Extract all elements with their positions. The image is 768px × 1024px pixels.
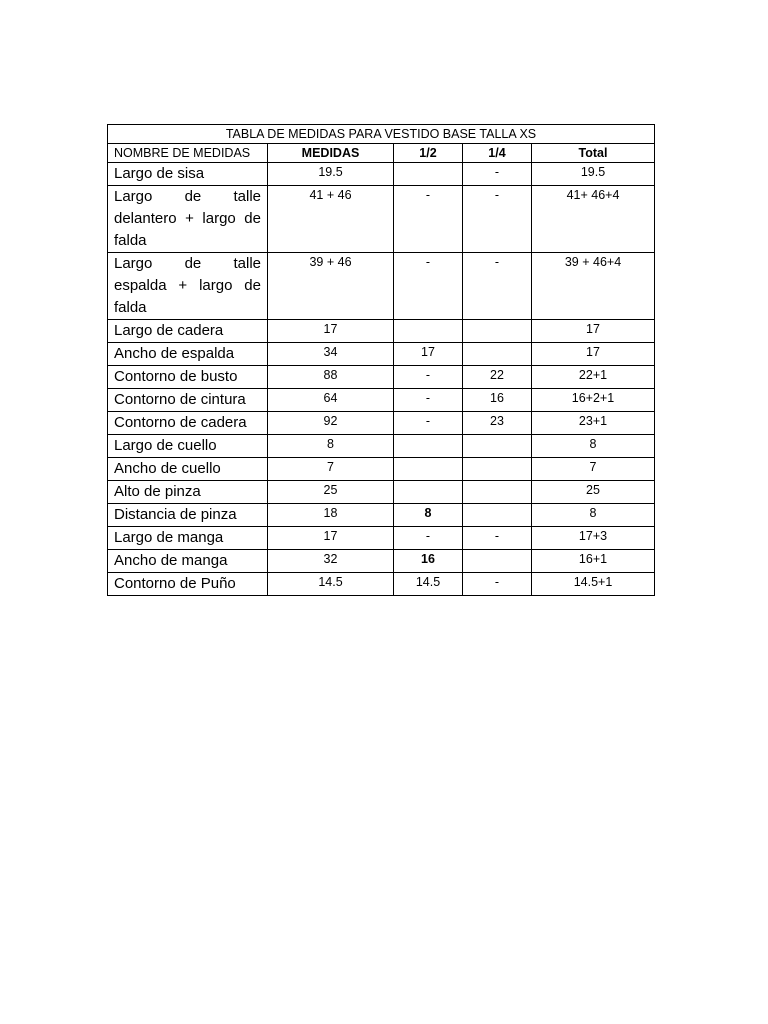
row-quarter (463, 550, 532, 573)
row-name: Ancho de manga (108, 550, 268, 573)
row-total: 17 (532, 343, 655, 366)
row-quarter: - (463, 163, 532, 186)
row-name: Contorno de cadera (108, 412, 268, 435)
row-half (394, 163, 463, 186)
row-medidas: 34 (268, 343, 394, 366)
table-title: TABLA DE MEDIDAS PARA VESTIDO BASE TALLA XS (108, 125, 655, 144)
row-name: Largo de sisa (108, 163, 268, 186)
row-name: Largo de talle espalda + largo de falda (108, 253, 268, 320)
row-name: Contorno de Puño (108, 573, 268, 596)
row-quarter (463, 504, 532, 527)
table-row (108, 389, 655, 412)
row-half: - (394, 186, 463, 253)
row-name: Contorno de busto (108, 366, 268, 389)
row-medidas: 17 (268, 320, 394, 343)
row-name: Contorno de cintura (108, 389, 268, 412)
row-half: - (394, 389, 463, 412)
row-medidas: 25 (268, 481, 394, 504)
row-total: 14.5+1 (532, 573, 655, 596)
row-quarter: 23 (463, 412, 532, 435)
row-half (394, 435, 463, 458)
header-total: Total (532, 144, 655, 163)
row-half: 14.5 (394, 573, 463, 596)
row-half: 8 (394, 504, 463, 527)
row-half: 17 (394, 343, 463, 366)
row-total: 7 (532, 458, 655, 481)
table-row (108, 253, 655, 320)
row-medidas: 19.5 (268, 163, 394, 186)
row-half: - (394, 366, 463, 389)
row-quarter: - (463, 573, 532, 596)
table-row (108, 343, 655, 366)
header-quarter: 1/4 (463, 144, 532, 163)
row-medidas: 8 (268, 435, 394, 458)
row-name: Ancho de cuello (108, 458, 268, 481)
row-half: - (394, 527, 463, 550)
row-total: 16+1 (532, 550, 655, 573)
row-quarter (463, 435, 532, 458)
row-quarter: - (463, 527, 532, 550)
row-total: 16+2+1 (532, 389, 655, 412)
row-quarter: 22 (463, 366, 532, 389)
row-name: Alto de pinza (108, 481, 268, 504)
row-total: 23+1 (532, 412, 655, 435)
table-row (108, 527, 655, 550)
table-row (108, 186, 655, 253)
table-row (108, 412, 655, 435)
row-quarter: 16 (463, 389, 532, 412)
row-half (394, 458, 463, 481)
row-name: Largo de cadera (108, 320, 268, 343)
row-medidas: 32 (268, 550, 394, 573)
header-half: 1/2 (394, 144, 463, 163)
table-row (108, 435, 655, 458)
row-name: Largo de cuello (108, 435, 268, 458)
row-medidas: 14.5 (268, 573, 394, 596)
row-name: Largo de talle delantero + largo de falda (108, 186, 268, 253)
row-quarter: - (463, 186, 532, 253)
table-row (108, 550, 655, 573)
row-total: 8 (532, 504, 655, 527)
row-half (394, 320, 463, 343)
row-half: - (394, 412, 463, 435)
row-name: Distancia de pinza (108, 504, 268, 527)
row-medidas: 17 (268, 527, 394, 550)
row-medidas: 92 (268, 412, 394, 435)
row-total: 17 (532, 320, 655, 343)
row-medidas: 88 (268, 366, 394, 389)
row-total: 8 (532, 435, 655, 458)
row-quarter (463, 343, 532, 366)
row-half: 16 (394, 550, 463, 573)
row-name: Largo de manga (108, 527, 268, 550)
header-medidas: MEDIDAS (268, 144, 394, 163)
table-row (108, 163, 655, 186)
row-medidas: 64 (268, 389, 394, 412)
header-nombre: NOMBRE DE MEDIDAS (108, 144, 268, 163)
table-row (108, 320, 655, 343)
row-half: - (394, 253, 463, 320)
row-medidas: 39 + 46 (268, 253, 394, 320)
row-name: Ancho de espalda (108, 343, 268, 366)
row-medidas: 41 + 46 (268, 186, 394, 253)
table-row (108, 481, 655, 504)
row-total: 17+3 (532, 527, 655, 550)
row-quarter (463, 481, 532, 504)
row-half (394, 481, 463, 504)
measurements-table (107, 124, 655, 596)
header-row (108, 144, 655, 163)
title-row (108, 125, 655, 144)
row-total: 22+1 (532, 366, 655, 389)
table-row (108, 573, 655, 596)
row-total: 41+ 46+4 (532, 186, 655, 253)
table-row (108, 504, 655, 527)
row-total: 39 + 46+4 (532, 253, 655, 320)
table-row (108, 458, 655, 481)
row-medidas: 18 (268, 504, 394, 527)
row-total: 19.5 (532, 163, 655, 186)
row-quarter: - (463, 253, 532, 320)
row-quarter (463, 320, 532, 343)
table-row (108, 366, 655, 389)
row-quarter (463, 458, 532, 481)
row-medidas: 7 (268, 458, 394, 481)
row-total: 25 (532, 481, 655, 504)
